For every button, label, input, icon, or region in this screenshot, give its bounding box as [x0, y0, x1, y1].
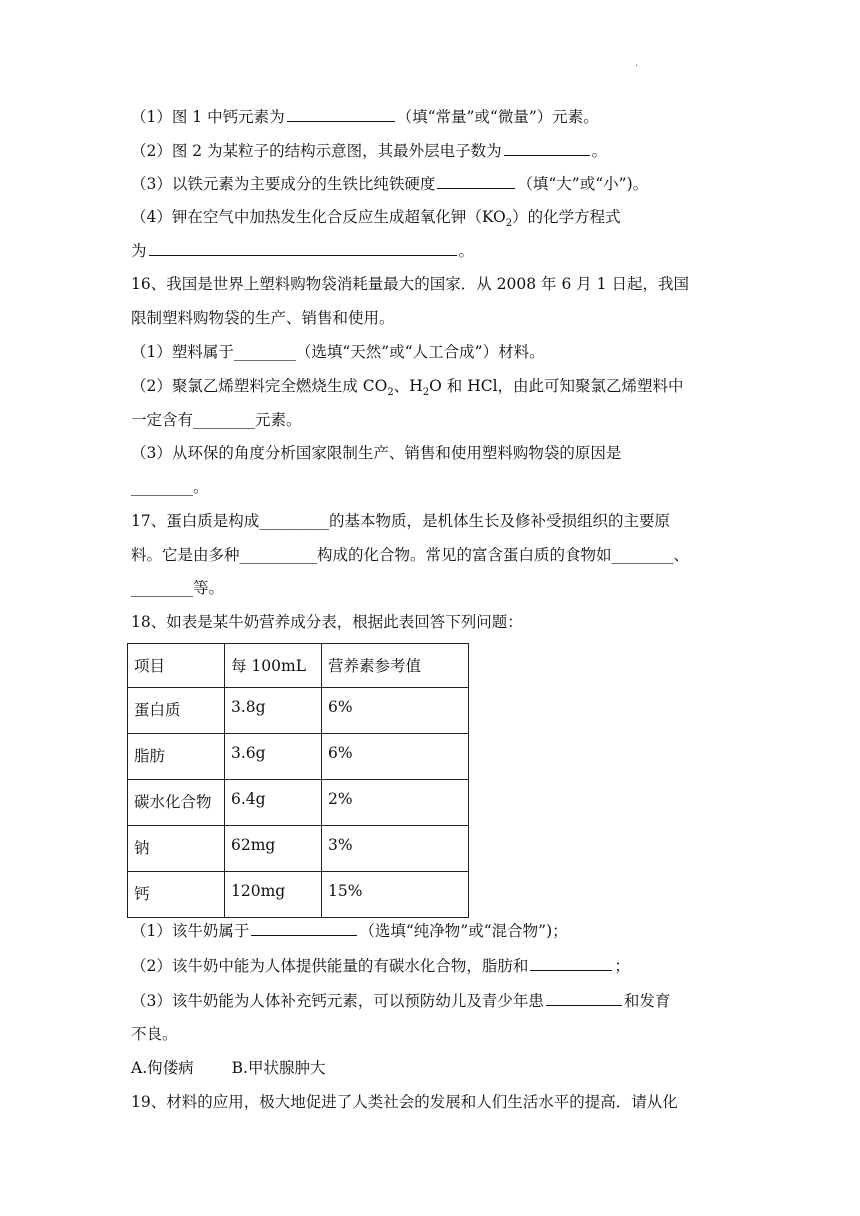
- q16-item-2-cont: 一定含有________元素。: [131, 411, 302, 429]
- q16-stem-line1: 16、我国是世界上塑料购物袋消耗量最大的国家．从 2008 年 6 月 1 日起，我国: [131, 275, 689, 293]
- table-cell: 15%: [322, 872, 469, 918]
- q17-line3: ________等。: [131, 579, 225, 597]
- option-a: A.佝偻病: [131, 1059, 194, 1077]
- table-cell: 3.6g: [225, 734, 322, 780]
- table-header-cell: 营养素参考值: [322, 644, 469, 688]
- table-header-row: [128, 644, 469, 688]
- answer-blank[interactable]: ________: [611, 546, 674, 564]
- q18-item-1: （1）该牛奶属于 （选填“纯净物”或“混合物”)；: [131, 922, 568, 940]
- answer-blank[interactable]: _________: [259, 512, 329, 530]
- q15-item-3: （3）以铁元素为主要成分的生铁比纯铁硬度 （填“大”或“小”)。: [131, 175, 649, 193]
- answer-blank[interactable]: [504, 140, 590, 156]
- answer-blank[interactable]: [149, 240, 457, 256]
- q18-item-3-cont: 不良。: [131, 1025, 178, 1043]
- table-row: [128, 872, 469, 918]
- table-cell: 钙: [128, 872, 225, 918]
- answer-blank[interactable]: ________: [131, 579, 193, 597]
- table-row: [128, 688, 469, 734]
- answer-blank[interactable]: [287, 106, 395, 122]
- q18-intro: 18、如表是某牛奶营养成分表，根据此表回答下列问题：: [131, 613, 523, 631]
- nutrition-table: [127, 643, 469, 918]
- q16-stem-line2: 限制塑料购物袋的生产、销售和使用。: [131, 309, 395, 327]
- table-cell: 蛋白质: [128, 688, 225, 734]
- header-mark: .: [635, 58, 639, 69]
- q15-item-4-cont: 为 。: [131, 242, 475, 260]
- answer-blank[interactable]: ________: [233, 343, 296, 361]
- q18-item-3: （3）该牛奶能为人体补充钙元素，可以预防幼儿及青少年患 和发育: [131, 992, 671, 1010]
- q17-line2: 料。它是由多种__________构成的化合物。常见的富含蛋白质的食物如________、: [131, 546, 690, 564]
- answer-blank[interactable]: ________: [131, 478, 193, 496]
- q16-item-2: （2）聚氯乙烯塑料完全燃烧生成 $CO_2$、$H_2O$ 和 HCl，由此可知聚氯乙烯塑料中: [131, 377, 684, 399]
- answer-blank[interactable]: [546, 990, 622, 1006]
- table-cell: 3%: [322, 826, 469, 872]
- answer-blank[interactable]: [251, 920, 357, 936]
- table-cell: 6%: [322, 734, 469, 780]
- q18-options: [131, 1058, 325, 1078]
- q19-line1: 19、材料的应用，极大地促进了人类社会的发展和人们生活水平的提高．请从化: [131, 1093, 678, 1111]
- table-cell: 3.8g: [225, 688, 322, 734]
- table-cell: 2%: [322, 780, 469, 826]
- answer-blank[interactable]: ________: [193, 411, 256, 429]
- q16-item-1: （1）塑料属于________（选填“天然”或“人工合成”）材料。: [131, 343, 545, 361]
- answer-blank[interactable]: [437, 173, 515, 189]
- table-cell: 6%: [322, 688, 469, 734]
- q15-item-1: （1）图 1 中钙元素为 （填“常量”或“微量”）元素。: [131, 108, 599, 126]
- answer-blank[interactable]: [530, 955, 612, 971]
- q16-item-3-cont: ________。: [131, 478, 209, 496]
- table-cell: 120mg: [225, 872, 322, 918]
- table-row: [128, 780, 469, 826]
- table-row: [128, 826, 469, 872]
- option-b: B.甲状腺肿大: [231, 1059, 326, 1077]
- answer-blank[interactable]: __________: [239, 546, 318, 564]
- q18-item-2: （2）该牛奶中能为人体提供能量的有碳水化合物，脂肪和 ；: [131, 957, 630, 975]
- q16-item-3: （3）从环保的角度分析国家限制生产、销售和使用塑料购物袋的原因是: [131, 444, 622, 462]
- q17-line1: 17、蛋白质是构成_________的基本物质，是机体生长及修补受损组织的主要原: [131, 512, 670, 530]
- table-cell: 脂肪: [128, 734, 225, 780]
- table-cell: 钠: [128, 826, 225, 872]
- table-cell: 62mg: [225, 826, 322, 872]
- table-cell: 碳水化合物: [128, 780, 225, 826]
- q15-item-4: （4）钾在空气中加热发生化合反应生成超氧化钾$(KO_2)$的化学方程式: [131, 208, 621, 230]
- table-row: [128, 734, 469, 780]
- q15-item-2: （2）图 2 为某粒子的结构示意图，其最外层电子数为 。: [131, 142, 608, 160]
- table-header-cell: 每 100mL: [225, 644, 322, 688]
- table-header-cell: 项目: [128, 644, 225, 688]
- table-cell: 6.4g: [225, 780, 322, 826]
